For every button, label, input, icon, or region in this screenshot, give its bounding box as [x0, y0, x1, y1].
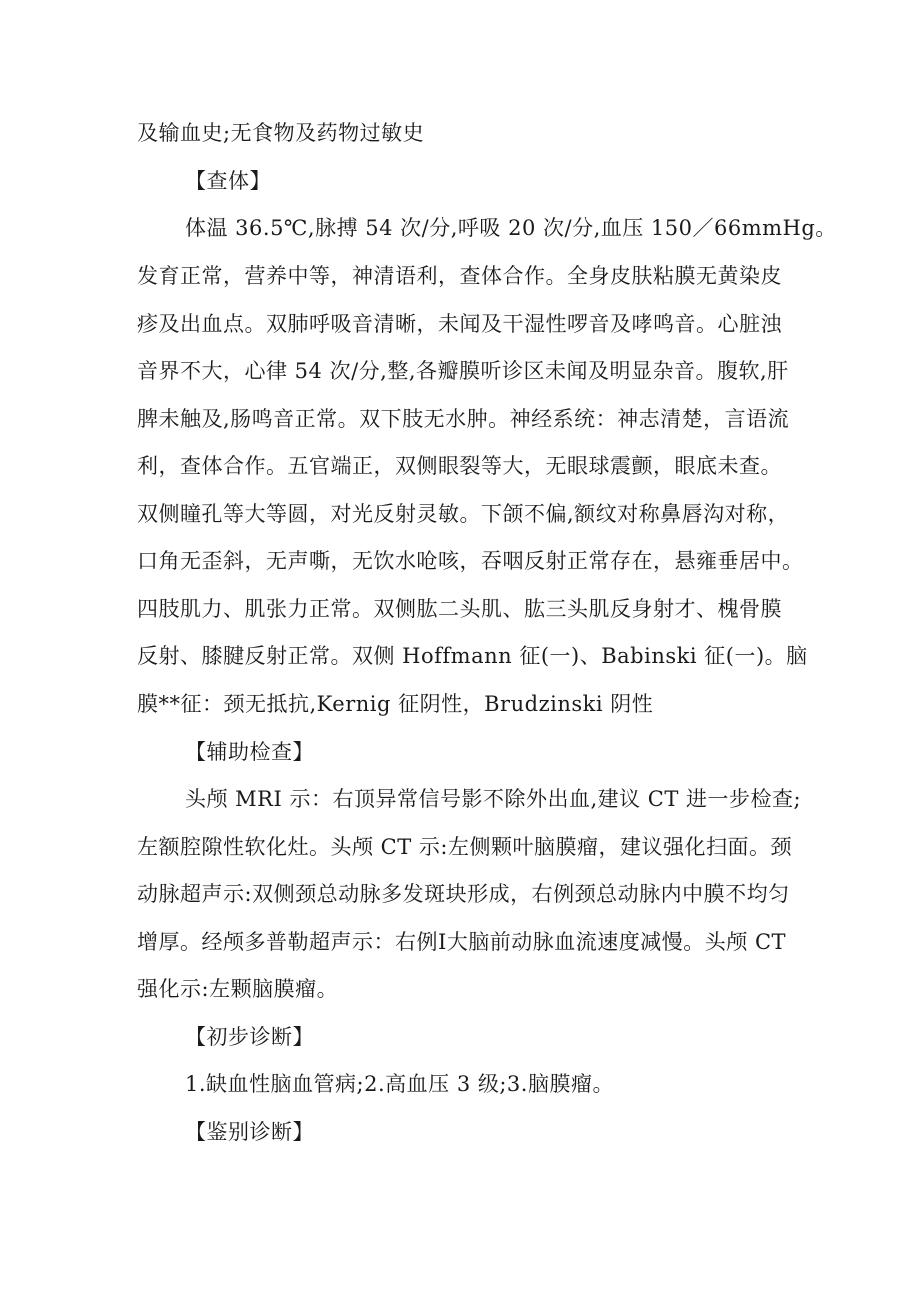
- paragraph-line: 脾未触及,肠鸣音正常。双下肢无水肿。神经系统：神志清楚，言语流: [137, 407, 790, 431]
- paragraph-line: 四肢肌力、肌张力正常。双侧肱二头肌、肱三头肌反身射才、槐骨膜: [137, 597, 782, 621]
- paragraph-line: 利，查体合作。五官端正，双侧眼裂等大，无眼球震颤，眼底未查。: [137, 454, 782, 478]
- paragraph-line: 左额腔隙性软化灶。头颅 CT 示:左侧颗叶脑膜瘤，建议强化扫面。颈: [137, 835, 792, 859]
- paragraph-line: 强化示:左颗脑膜瘤。: [137, 977, 339, 1001]
- section-heading-preliminary-diagnosis: 【初步诊断】: [185, 1025, 314, 1049]
- paragraph-line: 增厚。经颅多普勒超声示：右例Ⅰ大脑前动脉血流速度减慢。头颅 CT: [137, 930, 787, 954]
- diagnosis-line: 1.缺血性脑血管病;2.高血压 3 级;3.脑膜瘤。: [185, 1072, 614, 1096]
- section-heading-auxiliary-exam: 【辅助检查】: [185, 740, 314, 764]
- section-heading-differential-diagnosis: 【鉴别诊断】: [185, 1120, 314, 1144]
- paragraph-line: 发育正常，营养中等，神清语利，查体合作。全身皮肤粘膜无黄染皮: [137, 264, 782, 288]
- paragraph-line: 头颅 MRI 示：右顶异常信号影不除外出血,建议 CT 进一步检查;: [185, 787, 802, 811]
- paragraph-line: 体温 36.5℃,脉搏 54 次/分,呼吸 20 次/分,血压 150／66mmHg。: [185, 216, 837, 240]
- paragraph-line: 双侧瞳孔等大等圆，对光反射灵敏。下颌不偏,额纹对称鼻唇沟对称，: [137, 502, 790, 526]
- paragraph-line: 口角无歪斜，无声嘶，无饮水呛咳，吞咽反射正常存在，悬雍垂居中。: [137, 549, 804, 573]
- paragraph-line: 膜**征：颈无抵抗,Kernig 征阴性，Brudzinski 阴性: [137, 692, 654, 716]
- paragraph-line: 疹及出血点。双肺呼吸音清晰，未闻及干湿性啰音及哮鸣音。心脏浊: [137, 312, 782, 336]
- paragraph-line: 反射、膝腱反射正常。双侧 Hoffmann 征(一)、Babinski 征(一)。脑: [137, 644, 808, 668]
- paragraph-line: 音界不大，心律 54 次/分,整,各瓣膜听诊区未闻及明显杂音。腹软,肝: [137, 359, 789, 383]
- section-heading-physical-exam: 【查体】: [185, 169, 271, 193]
- paragraph-line: 动脉超声示:双侧颈总动脉多发斑块形成，右例颈总动脉内中膜不均匀: [137, 882, 790, 906]
- history-line: 及输血史;无食物及药物过敏史: [137, 121, 425, 145]
